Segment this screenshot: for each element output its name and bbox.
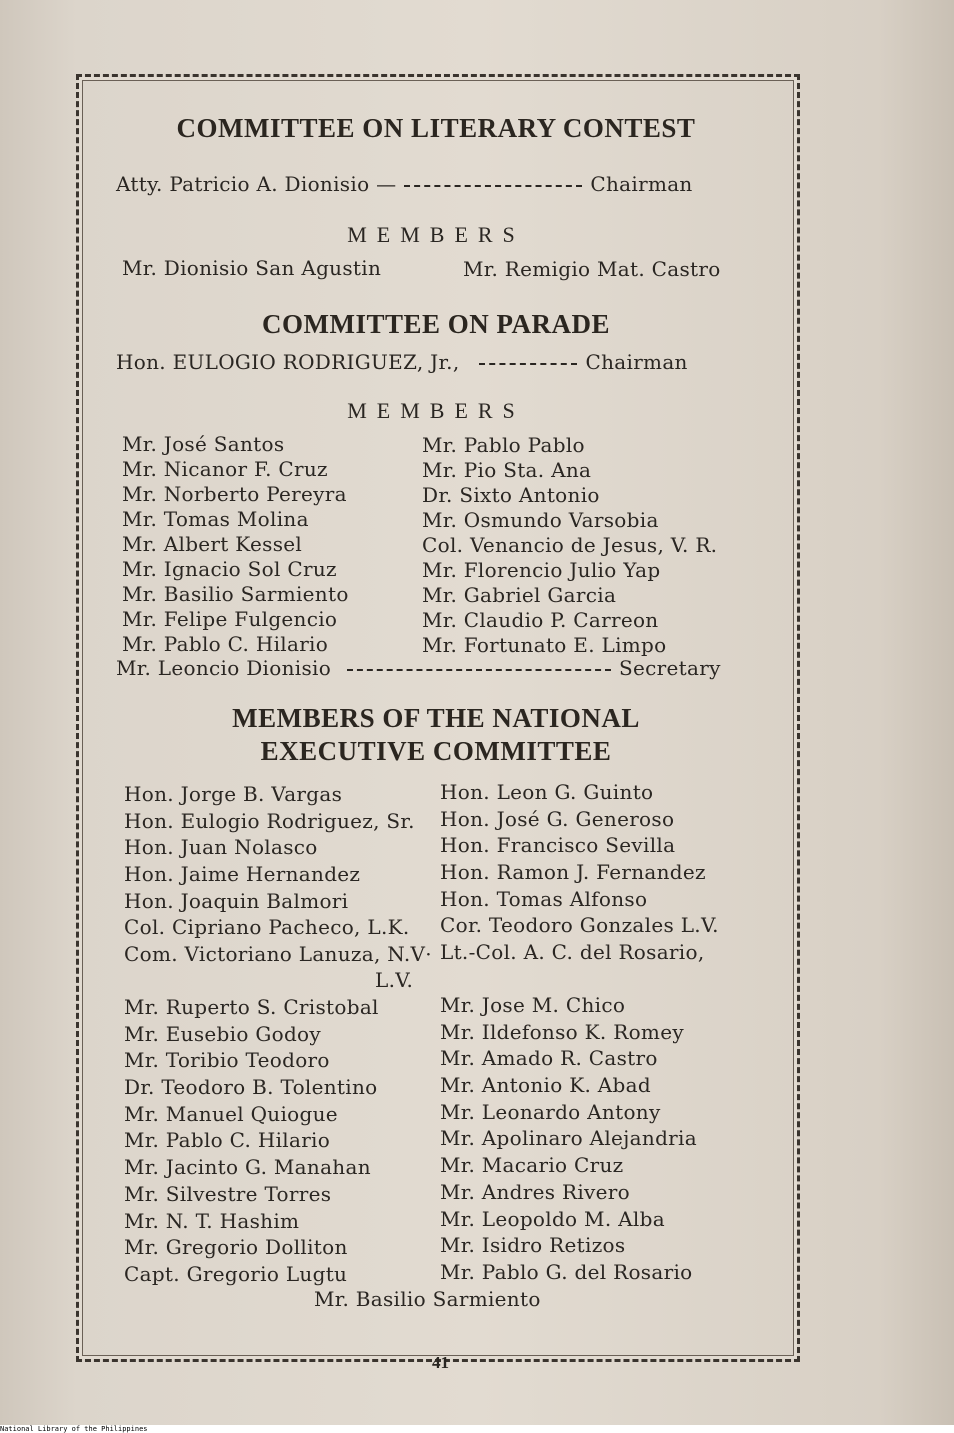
parade-member: Mr. Pablo C. Hilario: [122, 632, 329, 656]
national-member: Mr. Isidro Retizos: [440, 1233, 626, 1258]
national-member: Hon. José G. Generoso: [440, 806, 675, 831]
national-continuation: L.V.: [375, 968, 414, 992]
national-members-left-bottom: [124, 994, 379, 1288]
parade-member: Mr. Pio Sta. Ana: [422, 458, 592, 482]
national-members-left-top: [124, 781, 432, 968]
national-member: Mr. Gregorio Dolliton: [124, 1235, 348, 1260]
parade-member: Mr. Felipe Fulgencio: [122, 607, 338, 631]
national-member: Mr. Leonardo Antony: [440, 1099, 661, 1124]
parade-member: Mr. Claudio P. Carreon: [422, 608, 659, 632]
parade-member: Mr. Osmundo Varsobia: [422, 508, 659, 532]
parade-members-label: MEMBERS: [347, 398, 525, 423]
national-member: Mr. N. T. Hashim: [124, 1208, 300, 1233]
parade-member: Dr. Sixto Antonio: [422, 483, 600, 507]
parade-member: Mr. Florencio Julio Yap: [422, 558, 661, 582]
literary-committee-title: COMMITTEE ON LITERARY CONTEST: [176, 113, 696, 143]
literary-chairman-name: Atty. Patricio A. Dionisio —: [116, 172, 397, 196]
national-member: Hon. Juan Nolasco: [124, 835, 318, 860]
national-member: Mr. Pablo G. del Rosario: [440, 1259, 693, 1284]
national-member: Hon. Jorge B. Vargas: [124, 782, 343, 806]
national-member: Lt.-Col. A. C. del Rosario,: [440, 940, 705, 965]
leader-dashes: [347, 669, 611, 671]
literary-member: Mr. Remigio Mat. Castro: [463, 257, 721, 281]
national-member: Hon. Leon G. Guinto: [440, 780, 654, 804]
national-member: Mr. Pablo C. Hilario: [124, 1128, 331, 1153]
national-member: Mr. Antonio K. Abad: [440, 1073, 651, 1098]
national-member: Mr. Silvestre Torres: [124, 1181, 332, 1206]
national-member: Hon. Jaime Hernandez: [124, 862, 361, 887]
parade-member: Mr. Gabriel Garcia: [422, 583, 617, 607]
parade-chairman-name: Hon. EULOGIO RODRIGUEZ, Jr.,: [116, 350, 460, 374]
library-credit: National Library of the Philippines: [0, 1425, 954, 1433]
parade-member: Mr. José Santos: [122, 432, 285, 456]
parade-committee-title: COMMITTEE ON PARADE: [261, 309, 610, 339]
parade-members-left: [122, 432, 349, 657]
national-member: Mr. Apolinaro Alejandria: [440, 1126, 697, 1151]
national-member: Mr. Andres Rivero: [440, 1179, 630, 1204]
national-member: Hon. Joaquin Balmori: [124, 888, 349, 913]
national-member: Hon. Ramon J. Fernandez: [440, 860, 706, 885]
parade-member: Mr. Fortunato E. Limpo: [422, 633, 667, 657]
parade-member: Col. Venancio de Jesus, V. R.: [422, 533, 718, 557]
leader-dashes: [479, 363, 577, 365]
national-committee-title-line1: MEMBERS OF THE NATIONAL: [232, 703, 640, 733]
national-last-member: Mr. Basilio Sarmiento: [314, 1287, 541, 1311]
national-member: Dr. Teodoro B. Tolentino: [124, 1075, 378, 1100]
national-member: Hon. Tomas Alfonso: [440, 886, 648, 911]
national-member: Mr. Jose M. Chico: [440, 993, 626, 1017]
leader-dashes: [404, 185, 582, 187]
national-member: Com. Victoriano Lanuza, N.V·: [124, 942, 432, 967]
national-member: Mr. Leopoldo M. Alba: [440, 1206, 665, 1231]
national-members-right-bottom: [440, 992, 697, 1286]
national-member: Hon. Francisco Sevilla: [440, 833, 676, 858]
national-member: Mr. Toribio Teodoro: [124, 1048, 330, 1073]
parade-chairman-role: Chairman: [585, 350, 688, 374]
parade-member: Mr. Tomas Molina: [122, 507, 309, 531]
parade-member: Mr. Basilio Sarmiento: [122, 582, 349, 606]
national-member: Mr. Macario Cruz: [440, 1153, 624, 1178]
literary-members-label: MEMBERS: [347, 222, 525, 247]
national-member: Mr. Ruperto S. Cristobal: [124, 995, 379, 1019]
national-member: Cor. Teodoro Gonzales L.V.: [440, 913, 719, 938]
national-member: Mr. Ildefonso K. Romey: [440, 1019, 684, 1044]
parade-member: Mr. Norberto Pereyra: [122, 482, 347, 506]
national-member: Mr. Jacinto G. Manahan: [124, 1155, 371, 1180]
national-members-right-top: [440, 779, 719, 966]
national-committee-title-line2: EXECUTIVE COMMITTEE: [260, 736, 612, 766]
national-member: Capt. Gregorio Lugtu: [124, 1261, 348, 1286]
literary-member: Mr. Dionisio San Agustin: [122, 256, 382, 280]
parade-member: Mr. Albert Kessel: [122, 532, 303, 556]
parade-secretary-role: Secretary: [619, 656, 721, 680]
parade-members-right: [422, 433, 717, 658]
parade-secretary-name: Mr. Leoncio Dionisio: [116, 656, 332, 680]
parade-member: Mr. Ignacio Sol Cruz: [122, 557, 337, 581]
parade-member: Mr. Nicanor F. Cruz: [122, 457, 328, 481]
parade-secretary-line: [116, 656, 746, 680]
parade-chairman-line: [116, 350, 748, 374]
national-member: Hon. Eulogio Rodriguez, Sr.: [124, 808, 415, 833]
literary-chairman-role: Chairman: [590, 172, 693, 196]
literary-chairman-line: [116, 172, 748, 196]
national-member: Col. Cipriano Pacheco, L.K.: [124, 915, 410, 940]
national-member: Mr. Manuel Quiogue: [124, 1101, 338, 1126]
parade-member: Mr. Pablo Pablo: [422, 433, 585, 457]
national-member: Mr. Amado R. Castro: [440, 1046, 658, 1071]
national-member: Mr. Eusebio Godoy: [124, 1021, 321, 1046]
page-number: 41: [432, 1353, 449, 1372]
